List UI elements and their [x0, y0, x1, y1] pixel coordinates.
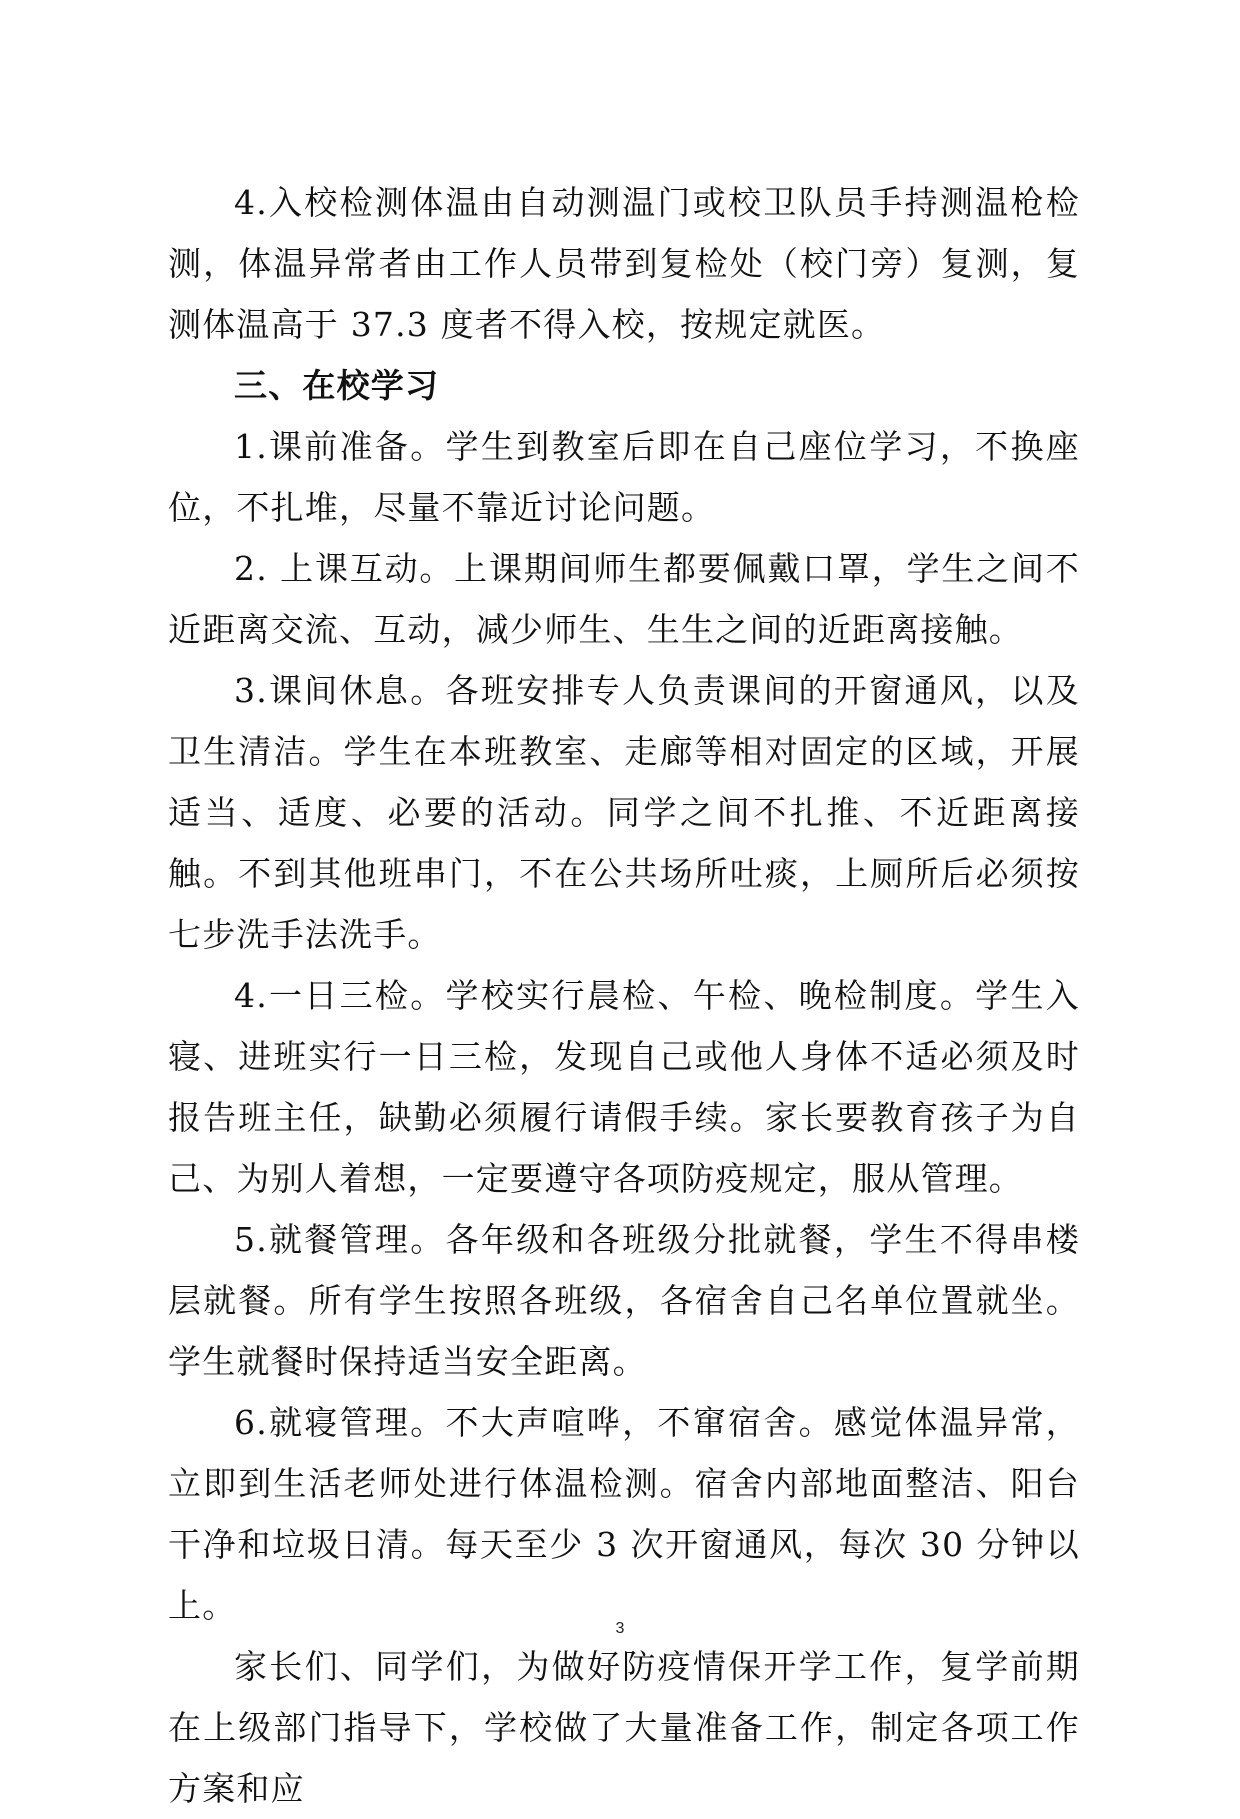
paragraph-class-interaction: 2. 上课互动。上课期间师生都要佩戴口罩，学生之间不近距离交流、互动，减少师生、生生之间的近距离接触。 [168, 549, 1080, 649]
document-body [168, 172, 1080, 1819]
paragraph-break-time: 3.课间休息。各班安排专人负责课间的开窗通风，以及卫生清洁。学生在本班教室、走廊等相对固定的区域，开展适当、适度、必要的活动。同学之间不扎推、不近距离接触。不到其他班串门，不在公共场所吐痰，上厕所后必须按七步洗手法洗手。 [168, 671, 1080, 954]
paragraph-closing: 家长们、同学们，为做好防疫情保开学工作，复学前期在上级部门指导下，学校做了大量准备工作，制定各项工作方案和应 [168, 1647, 1080, 1808]
paragraph-three-checks: 4.一日三检。学校实行晨检、午检、晚检制度。学生入寝、进班实行一日三检，发现自己或他人身体不适必须及时报告班主任，缺勤必须履行请假手续。家长要教育孩子为自己、为别人着想，一定要遵守各项防疫规定，服从管理。 [168, 976, 1080, 1198]
page-number: 3 [615, 1620, 625, 1637]
paragraph-entry-temperature: 4.入校检测体温由自动测温门或校卫队员手持测温枪检测，体温异常者由工作人员带到复检处（校门旁）复测，复测体温高于 37.3 度者不得入校，按规定就医。 [168, 183, 1080, 344]
paragraph-pre-class: 1.课前准备。学生到教室后即在自己座位学习，不换座位，不扎堆，尽量不靠近讨论问题。 [168, 427, 1080, 527]
paragraph-dining: 5.就餐管理。各年级和各班级分批就餐，学生不得串楼层就餐。所有学生按照各班级，各宿舍自己名单位置就坐。学生就餐时保持适当安全距离。 [168, 1220, 1080, 1381]
paragraph-dormitory: 6.就寝管理。不大声喧哗，不窜宿舍。感觉体温异常，立即到生活老师处进行体温检测。宿舍内部地面整洁、阳台干净和垃圾日清。每天至少 3 次开窗通风，每次 30 分钟以上。 [168, 1403, 1080, 1625]
section-heading-school-study: 三、在校学习 [234, 366, 440, 405]
